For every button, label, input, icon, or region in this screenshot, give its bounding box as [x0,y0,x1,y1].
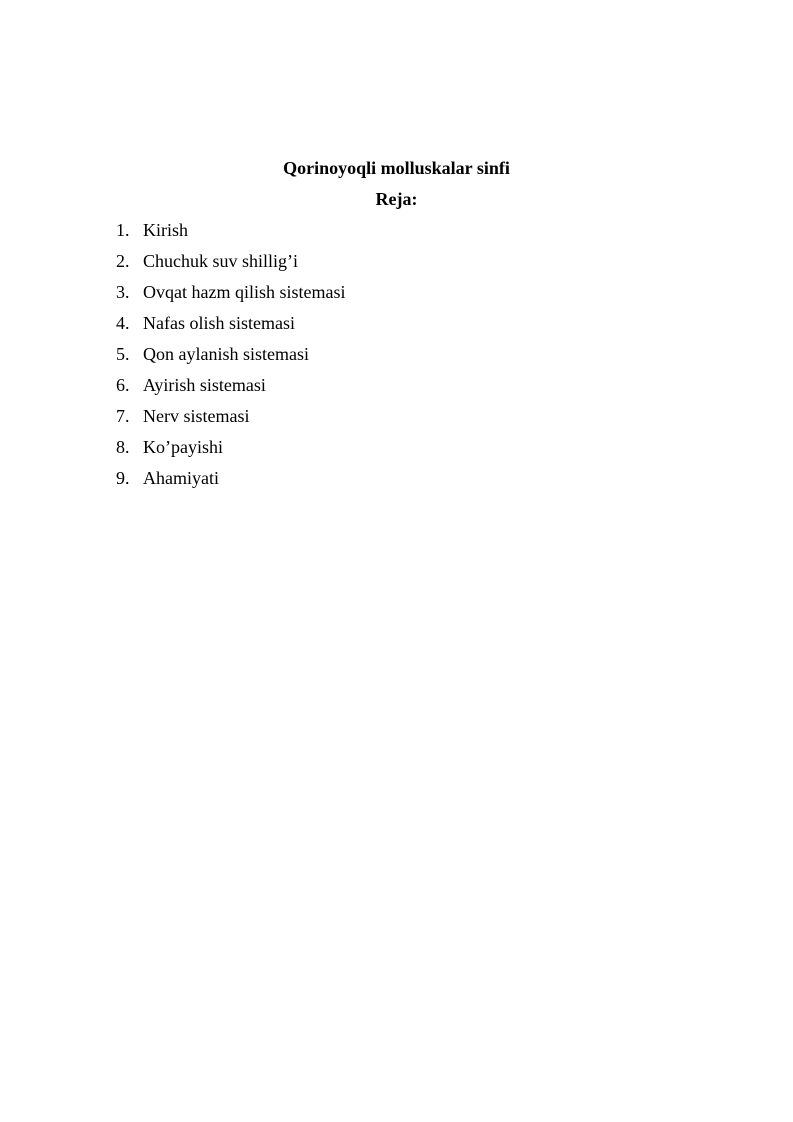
list-item [116,435,345,466]
list-item [116,311,345,342]
list-item-text: Ayirish sistemasi [143,375,266,395]
plan-list [116,218,345,497]
list-item-text: Kirish [143,220,188,240]
list-item-number: 6. [116,375,130,395]
list-item-number: 5. [116,344,130,364]
plan-heading: Reja: [375,189,418,209]
list-item [116,404,345,435]
list-item-number: 3. [116,282,130,302]
list-item [116,373,345,404]
page-title: Qorinoyoqli molluskalar sinfi [283,158,510,178]
list-item-text: Ahamiyati [143,468,219,488]
list-item-number: 9. [116,468,130,488]
list-item-number: 7. [116,406,130,426]
list-item [116,342,345,373]
list-item [116,466,345,497]
list-item-number: 2. [116,251,130,271]
list-item-text: Qon aylanish sistemasi [143,344,309,364]
list-item-number: 1. [116,220,130,240]
list-item-text: Nerv sistemasi [143,406,250,426]
list-item-text: Ko’payishi [143,437,223,457]
list-item-text: Ovqat hazm qilish sistemasi [143,282,346,302]
list-item [116,280,345,311]
list-item [116,218,345,249]
list-item-text: Chuchuk suv shillig’i [143,251,299,271]
list-item-number: 4. [116,313,130,333]
list-item-text: Nafas olish sistemasi [143,313,295,333]
list-item-number: 8. [116,437,130,457]
list-item [116,249,345,280]
